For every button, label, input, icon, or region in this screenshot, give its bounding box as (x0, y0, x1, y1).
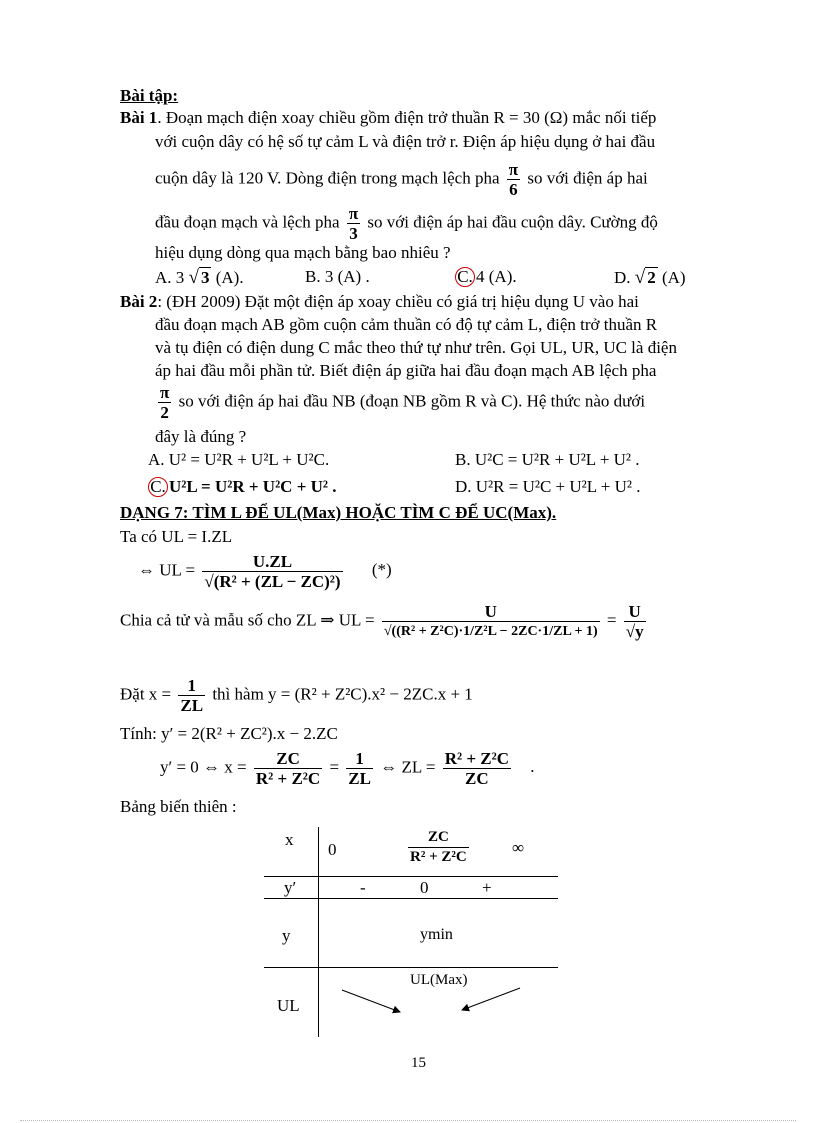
table-yprime-minus: - (360, 878, 366, 897)
table-arrows (330, 980, 530, 1020)
bang-bien-thien-label: Bảng biến thiên : (120, 797, 237, 816)
derivative-zero-line: y′ = 0 ⇔ x = $\frac{ZC}{\text{R² + Z²C}}$ = $\frac{1}{ZL}$ ⇔ ZL = $\frac{\text{R² + Z²C}}{ZC}$ . (160, 749, 535, 788)
bai1-line1 (120, 108, 656, 128)
bai1-line3a: cuộn dây là 120 V. Dòng điện trong mạch lệch pha (155, 168, 500, 188)
bai1-line2: với cuộn dây có hệ số tự cảm L và điện trở r. Điện áp hiệu dụng ở hai đầu (155, 132, 656, 151)
bai2-option-c: C. U²L = U²R + U²C + U² . (148, 477, 337, 497)
table-ul-label: UL (277, 996, 300, 1015)
table-x-label: x (285, 830, 294, 849)
bai2-option-d: D. U²R = U²C + U²L + U² . (455, 477, 641, 496)
bai2-line2: đầu đoạn mạch AB gồm cuộn cảm thuần có độ tự cảm L, điện trở thuần R (155, 315, 658, 334)
bai2-option-a: A. U² = U²R + U²L + U²C. (148, 450, 330, 469)
dat-line: Đặt x = $\frac{1}{ZL}$ thì hàm y = (R² + Z²C).x² − 2ZC.x + 1 (120, 676, 473, 715)
table-ul-max: UL(Max) (410, 972, 468, 988)
bai2-option-b: B. U²C = U²R + U²L + U² . (455, 450, 640, 469)
increase-arrow-icon (462, 988, 520, 1010)
bai1-option-b: B. 3 (A) . (305, 267, 370, 286)
dang7-title: DẠNG 7: TÌM L ĐỂ UL(Max) HOẶC TÌM C ĐỂ UC(Max). (120, 503, 557, 522)
tinh-line: Tính: y′ = 2(R² + ZC²).x − 2.ZC (120, 724, 338, 743)
dang7-line1: Ta có UL = I.ZL (120, 527, 233, 546)
bai1-line4a: đầu đoạn mạch và lệch pha (155, 212, 340, 232)
bai1-line3b: so với điện áp hai (527, 168, 648, 188)
bai1-line3 (155, 160, 648, 199)
bai2-line1: Bài 2: (ĐH 2009) Đặt một điện áp xoay chiều có giá trị hiệu dụng U vào hai (120, 292, 639, 311)
equation-ul-fraction: $\frac{U.ZL}{\text{√(R² + (ZL − ZC)²)}}$ (204, 552, 341, 591)
equation-ul: ⇔ UL = $\frac{U.ZL}{\text{√(R² + (ZL − ZC)²)}}$ (*) (138, 552, 392, 591)
table-x-infinity: ∞ (512, 838, 525, 857)
fraction-pi-6: $\frac{\pi}{6}$ (508, 160, 519, 199)
table-hline-1 (264, 876, 558, 877)
bai1-label: Bài 1 (120, 108, 158, 127)
bai1-line4 (155, 204, 658, 243)
table-yprime-label: y′ (284, 878, 297, 897)
bai2-line5: $\frac{\pi}{2}$ so với điện áp hai đầu NB (đoạn NB gồm R và C). Hệ thức nào dưới (160, 383, 646, 422)
decrease-arrow-icon (342, 990, 400, 1012)
fraction-pi-2: $\frac{\pi}{2}$ (160, 383, 170, 422)
table-hline-3 (264, 967, 558, 968)
table-yprime-zero: 0 (420, 878, 429, 897)
one-over-zl-fraction-2: $\frac{1}{ZL}$ (348, 749, 371, 788)
answer-circle-icon: C. (148, 477, 168, 497)
table-vertical-line (318, 827, 319, 1037)
bai2-line3: và tụ điện có điện dung C mắc theo thứ tự như trên. Gọi UL, UR, UC là điện (155, 338, 677, 357)
table-y-label: y (282, 926, 291, 945)
table-yprime-plus: + (482, 878, 492, 897)
zl-result-fraction: $\frac{\text{R² + Z²C}}{ZC}$ (444, 749, 509, 788)
bai1-text1: . Đoạn mạch điện xoay chiều gồm điện trở thuần R = 30 (Ω) mắc nối tiếp (157, 108, 657, 127)
fraction-pi-3: $\frac{\pi}{3}$ (348, 204, 359, 243)
bai1-option-c: C. 4 (A). (455, 267, 517, 287)
answer-circle-icon: C. (455, 267, 475, 287)
u-over-sqrt-y-fraction: $\frac{U}{√y}$ (625, 602, 644, 641)
table-x-zero: 0 (328, 840, 337, 859)
bai2-line6: đây là đúng ? (155, 427, 247, 446)
bai1-line4b: so với điện áp hai đầu cuộn dây. Cường độ (367, 212, 658, 232)
bai2-line4: áp hai đầu mỗi phần tử. Biết điện áp giữa hai đầu đoạn mạch AB lệch pha (155, 361, 657, 380)
table-x-critical: $\frac{ZC}{\text{R² + Z²C}}$ (410, 829, 467, 865)
bai1-option-d: D. √ 2 (A) (614, 267, 686, 288)
bai1-line5: hiệu dụng dòng qua mạch bằng bao nhiêu ? (155, 243, 451, 262)
page-bottom-divider (20, 1120, 796, 1121)
table-y-min: ymin (420, 926, 453, 943)
bai1-option-a: A. 3 √ 3 (A). (155, 267, 244, 288)
table-hline-2 (264, 898, 558, 899)
chia-fraction: U √((R² + Z²C)·1/Z²L − 2ZC·1/ZL + 1) (383, 602, 598, 639)
one-over-zl-fraction: $\frac{1}{ZL}$ (180, 676, 204, 715)
chia-equation: Chia cả tử và mẫu số cho ZL ⇒ UL = U √((R² + Z²C)·1/Z²L − 2ZC·1/ZL + 1) = $\frac{U}{√y}$ (120, 602, 644, 641)
zc-fraction: $\frac{ZC}{\text{R² + Z²C}}$ (255, 749, 321, 788)
page-number: 15 (411, 1055, 426, 1071)
exercise-heading: Bài tập: (120, 86, 179, 105)
bai2-label: Bài 2 (120, 292, 158, 311)
